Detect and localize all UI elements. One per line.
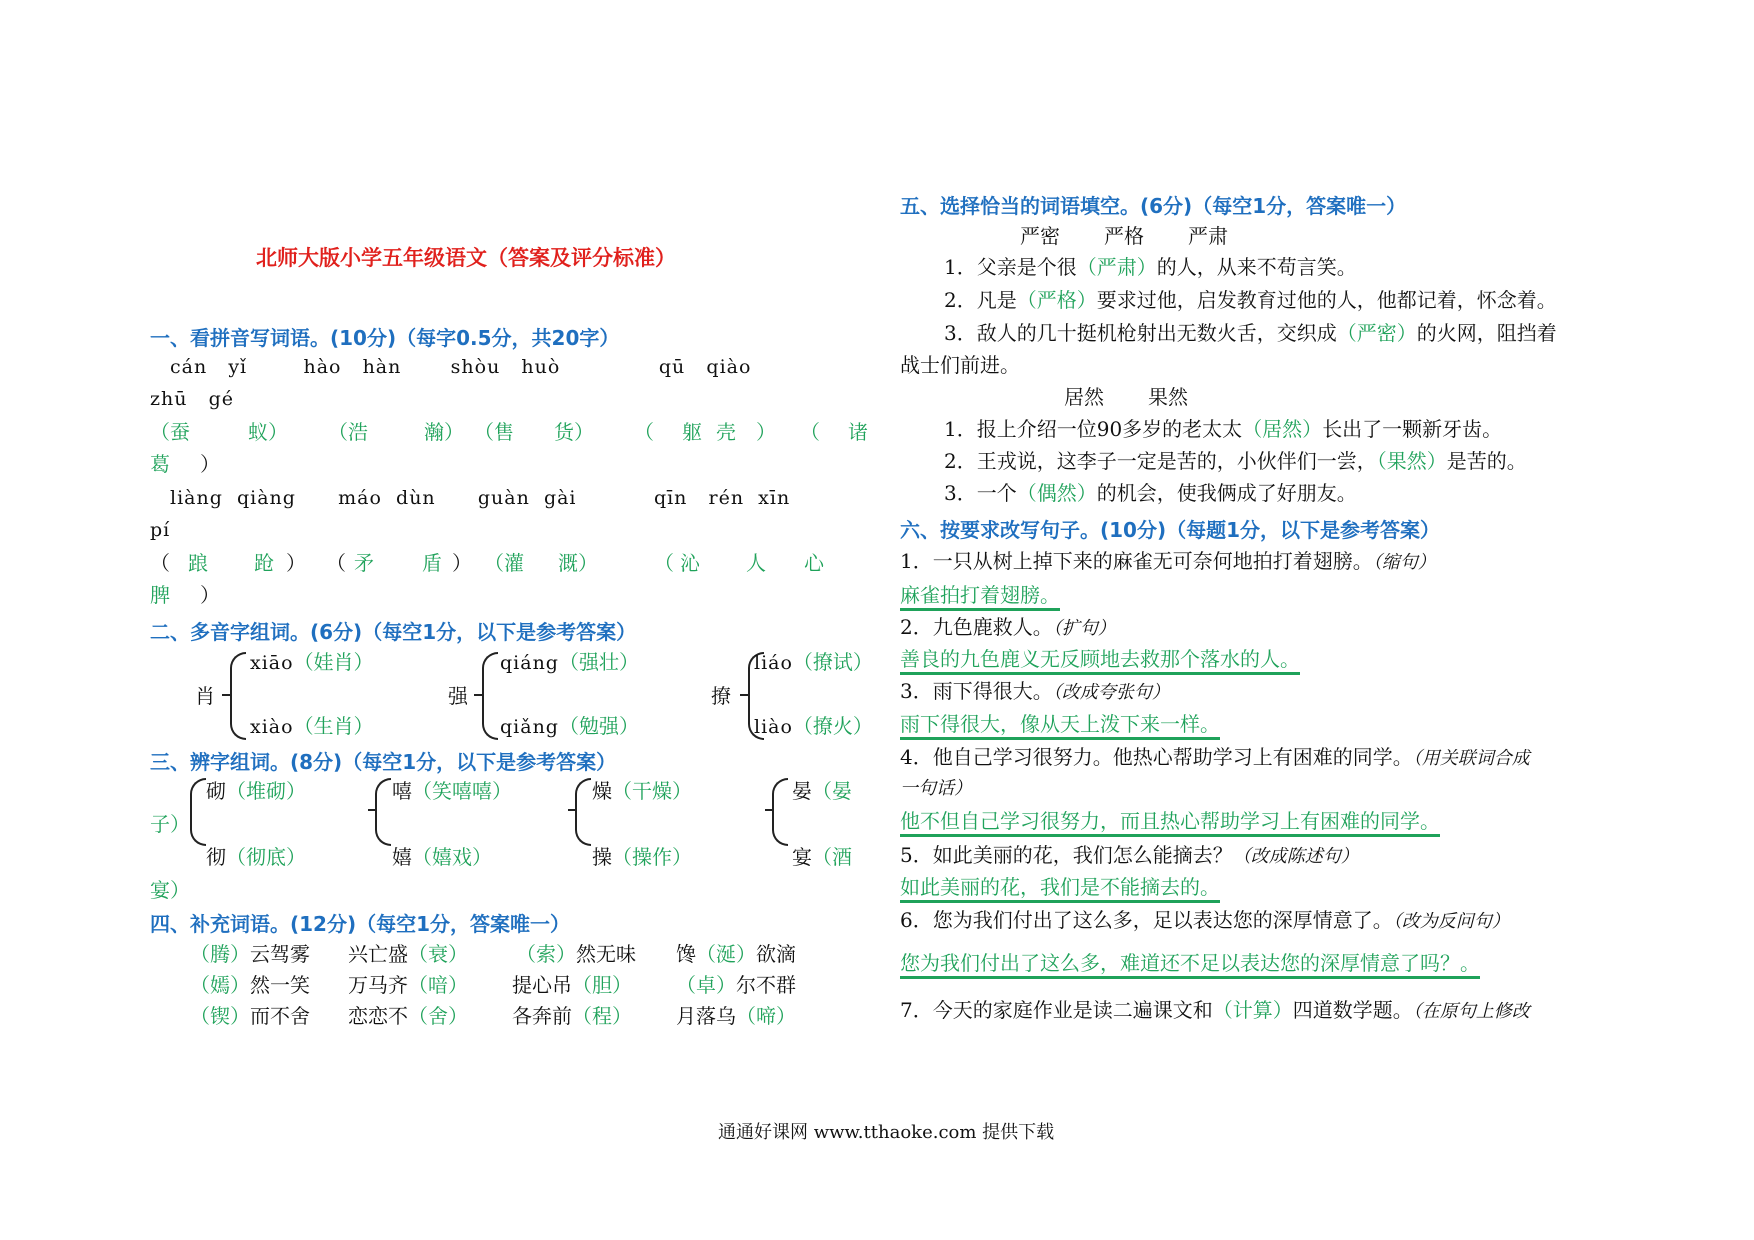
poly-bottom: xiào（生肖） — [250, 714, 374, 738]
ans-text: （售 — [474, 420, 514, 444]
fill-word: 月落乌（啼） — [676, 1004, 796, 1028]
ans-text: 壳 — [716, 420, 736, 444]
section6-heading: 六、按要求改写句子。(10分)（每题1分，以下是参考答案） — [900, 518, 1441, 542]
rewrite-answer: 雨下得很大，像从天上泼下来一样。 — [900, 709, 1220, 739]
ans-text: ） — [200, 452, 220, 476]
rewrite-question: 1．一只从树上掉下来的麻雀无可奈何地拍打着翅膀。（缩句） — [900, 549, 1436, 573]
ans-text: ） — [756, 420, 776, 444]
rewrite-answer: 您为我们付出了这么多，难道还不足以表达您的深厚情意了吗？。 — [900, 948, 1480, 978]
ans-text: 瀚） — [424, 420, 464, 444]
ans-text: 蚁） — [248, 420, 288, 444]
brace-icon — [575, 778, 591, 846]
char-pair-top: 砌（堆砌） — [206, 779, 306, 803]
rewrite-note-cont: 一句话） — [900, 778, 972, 799]
poly-bottom: liào（撩火） — [754, 714, 873, 738]
fill-word: 馋（涎）欲滴 — [676, 942, 796, 966]
poly-bottom: qiǎng（勉强） — [500, 714, 639, 738]
sentence: 1．报上介绍一位90多岁的老太太（居然）长出了一颗新牙齿。 — [944, 417, 1503, 441]
brace-icon — [375, 778, 391, 846]
brace-tip — [474, 694, 482, 696]
section4-heading: 四、补充词语。(12分)（每空1分，答案唯一） — [150, 912, 571, 936]
char-pair-bottom: 嬉（嬉戏） — [392, 845, 492, 869]
rewrite-answer: 他不但自己学习很努力，而且热心帮助学习上有困难的同学。 — [900, 806, 1440, 836]
ans-text: 货） — [554, 420, 594, 444]
ans-text: （ — [634, 420, 654, 444]
page-title: 北师大版小学五年级语文（答案及评分标准） — [256, 246, 676, 270]
ans-text: 躯 — [682, 420, 702, 444]
sentence: 2．凡是（严格）要求过他，启发教育过他的人，他都记着，怀念着。 — [944, 288, 1557, 312]
sentence: 1．父亲是个很（严肃）的人，从来不苟言笑。 — [944, 255, 1357, 279]
poly-top: liáo（撩试） — [754, 650, 873, 674]
brace-tip — [740, 694, 748, 696]
poly-top: qiáng（强壮） — [500, 650, 639, 674]
sentence: 3．一个（偶然）的机会，使我俩成了好朋友。 — [944, 481, 1357, 505]
fill-word: 提心吊（胆） — [512, 973, 632, 997]
poly-top: xiāo（娃肖） — [250, 650, 374, 674]
sentence: 3．敌人的几十挺机枪射出无数火舌，交织成（严密）的火网，阻挡着 — [944, 321, 1557, 345]
fill-word: 万马齐（喑） — [348, 973, 468, 997]
pinyin-line-2b: pí — [150, 519, 171, 541]
brace-icon — [772, 778, 788, 846]
ans-text: 葛 — [150, 452, 170, 476]
rewrite-question: 7．今天的家庭作业是读二遍课文和（计算）四道数学题。（在原句上修改 — [900, 998, 1530, 1022]
fill-word: 恋恋不（舍） — [348, 1004, 468, 1028]
fill-word: （腾）云驾雾 — [190, 942, 310, 966]
ans-text: （蚕 — [150, 420, 190, 444]
answer-line-2b: 脾 ） — [150, 583, 220, 607]
poly-char: 肖 — [195, 684, 215, 708]
section2-heading: 二、多音字组词。(6分)（每空1分，以下是参考答案） — [150, 620, 637, 644]
answer-line-1 — [150, 417, 868, 447]
rewrite-question: 2．九色鹿救人。（扩句） — [900, 615, 1116, 639]
rewrite-question: 5．如此美丽的花，我们怎么能摘去？（改成陈述句） — [900, 843, 1359, 867]
answer-line-1b — [150, 449, 220, 479]
poly-char: 撩 — [711, 684, 731, 708]
pinyin-line-2: liàng qiàng máo dùn guàn gài qīn rén xīn — [170, 487, 791, 509]
pinyin-line-1b: zhū gé — [150, 388, 235, 410]
word-choices-1: 严密 严格 严肃 — [1020, 224, 1228, 248]
ans-text: （ — [800, 420, 820, 444]
brace-tip — [222, 694, 230, 696]
fill-word: （锲）而不舍 — [190, 1004, 310, 1028]
fill-word: 各奔前（程） — [512, 1004, 632, 1028]
wrap-text: 宴） — [150, 878, 190, 902]
rewrite-question: 3．雨下得很大。（改成夸张句） — [900, 679, 1170, 703]
rewrite-answer: 麻雀拍打着翅膀。 — [900, 580, 1060, 610]
char-pair-top: 燥（干燥） — [592, 779, 692, 803]
ans-text: （浩 — [328, 420, 368, 444]
section3-heading: 三、辨字组词。(8分)（每空1分，以下是参考答案） — [150, 750, 617, 774]
char-pair-bottom: 操（操作） — [592, 845, 692, 869]
fill-word: （卓）尔不群 — [676, 973, 796, 997]
ans-text: 诸 — [848, 420, 868, 444]
rewrite-question: 4．他自己学习很努力。他热心帮助学习上有困难的同学。（用关联词合成 — [900, 745, 1530, 769]
brace-icon — [190, 778, 206, 846]
poly-char: 强 — [448, 684, 468, 708]
char-pair-bottom: 宴（酒 — [792, 845, 852, 869]
brace-tip — [368, 809, 376, 811]
char-pair-top: 晏（晏 — [792, 779, 852, 803]
footer-credit: 通通好课网 www.tthaoke.com 提供下载 — [718, 1122, 1055, 1143]
rewrite-answer: 如此美丽的花，我们是不能摘去的。 — [900, 872, 1220, 902]
section5-heading: 五、选择恰当的词语填空。(6分)（每空1分，答案唯一） — [900, 194, 1407, 218]
pinyin-line-1: cán yǐ hào hàn shòu huò qū qiào — [170, 356, 752, 378]
answer-line-2: （ 踉 跄 ） （ 矛 盾 ） （灌 溉） （ 沁 人 心 — [150, 551, 824, 575]
word-choices-2: 居然 果然 — [1064, 385, 1188, 409]
brace-icon — [482, 652, 498, 740]
wrap-text: 子） — [150, 812, 190, 836]
char-pair-top: 嘻（笑嘻嘻） — [392, 779, 512, 803]
rewrite-question: 6．您为我们付出了这么多，足以表达您的深厚情意了。（改为反问句） — [900, 908, 1510, 932]
brace-icon — [230, 652, 246, 740]
rewrite-answer: 善良的九色鹿义无反顾地去救那个落水的人。 — [900, 644, 1300, 674]
brace-tip — [568, 809, 576, 811]
brace-tip — [765, 809, 773, 811]
sentence-cont: 战士们前进。 — [900, 353, 1020, 377]
fill-word: （索）然无味 — [516, 942, 636, 966]
fill-word: 兴亡盛（衰） — [348, 942, 468, 966]
fill-word: （嫣）然一笑 — [190, 973, 310, 997]
char-pair-bottom: 彻（彻底） — [206, 845, 306, 869]
section1-heading: 一、看拼音写词语。(10分)（每字0.5分，共20字） — [150, 326, 620, 350]
sentence: 2．王戎说，这李子一定是苦的，小伙伴们一尝，（果然）是苦的。 — [944, 449, 1527, 473]
